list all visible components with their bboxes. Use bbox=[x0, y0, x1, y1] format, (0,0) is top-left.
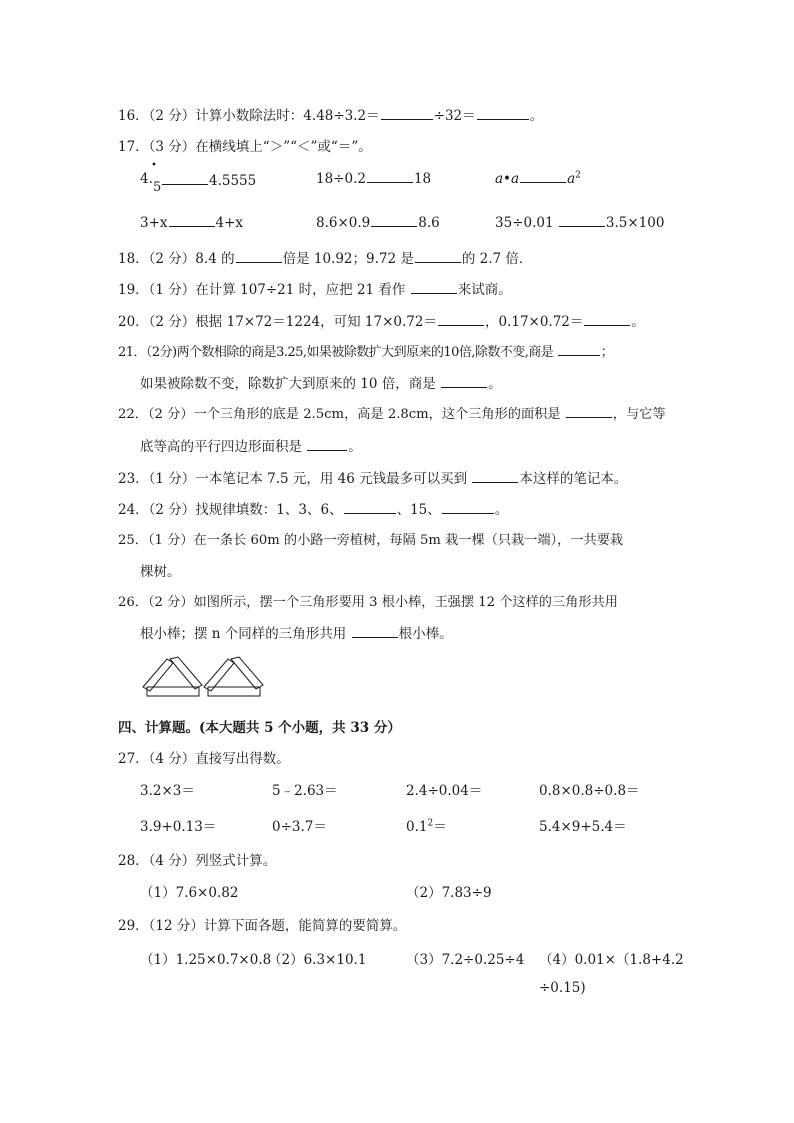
answer-blank[interactable] bbox=[566, 404, 612, 418]
calc-item: 0÷3.7＝ bbox=[272, 819, 327, 835]
question-26: 26．（2 分）如图所示，摆一个三角形要用 3 根小棒，王强摆 12 个这样的三角形共用 bbox=[118, 595, 618, 610]
calc-item: （3）7.2÷0.25÷4 bbox=[406, 952, 525, 968]
repeating-dot: • bbox=[151, 160, 157, 171]
calc-item: （4）0.01×（1.8+4.2 bbox=[539, 952, 684, 968]
answer-blank[interactable] bbox=[236, 249, 282, 263]
answer-blank[interactable] bbox=[584, 312, 630, 326]
calc-item: 2.4÷0.04＝ bbox=[406, 783, 483, 799]
question-22-cont: 底等高的平行四边形面积是 。 bbox=[140, 439, 362, 455]
compare-item-1: 4. bbox=[140, 171, 153, 187]
answer-blank[interactable] bbox=[558, 342, 600, 356]
answer-blank[interactable] bbox=[162, 171, 208, 185]
question-18: 18．（2 分）8.4 的 倍是 10.92；9.72 是 的 2.7 倍． bbox=[118, 251, 533, 267]
answer-blank[interactable] bbox=[344, 500, 396, 514]
answer-blank[interactable] bbox=[352, 624, 398, 638]
stick bbox=[208, 687, 260, 696]
compare-item-3: a•a $a^2$ bbox=[495, 170, 581, 187]
question-19: 19．（1 分）在计算 107÷21 时，应把 21 看作 来试商。 bbox=[118, 282, 512, 298]
answer-blank[interactable] bbox=[441, 374, 487, 388]
compare-item-4: 3+x 4+x bbox=[140, 215, 244, 231]
compare-item-5: 8.6×0.9 8.6 bbox=[316, 215, 440, 231]
question-28: 28．（4 分）列竖式计算。 bbox=[118, 853, 277, 869]
calc-item: 3.9+0.13＝ bbox=[140, 819, 217, 835]
calc-item: 5.4×9+5.4＝ bbox=[539, 819, 627, 835]
answer-blank[interactable] bbox=[438, 312, 484, 326]
answer-blank[interactable] bbox=[472, 469, 518, 483]
answer-blank[interactable] bbox=[367, 169, 413, 183]
answer-blank[interactable] bbox=[381, 106, 433, 120]
calc-item: （1）7.6×0.82 bbox=[140, 885, 239, 901]
answer-blank[interactable] bbox=[520, 169, 566, 183]
answer-blank[interactable] bbox=[411, 280, 457, 294]
question-16: 16．（2 分）计算小数除法时：4.48÷3.2＝ ÷32＝ 。 bbox=[118, 108, 544, 124]
answer-blank[interactable] bbox=[559, 213, 605, 227]
calc-item: 0.8×0.8÷0.8＝ bbox=[539, 783, 640, 799]
stick bbox=[147, 687, 199, 696]
question-24: 24．（2 分）找规律填数：1、3、6、 、15、 。 bbox=[118, 502, 509, 518]
answer-blank[interactable] bbox=[169, 213, 215, 227]
calc-item: $0.1^2=$ bbox=[406, 818, 447, 835]
calc-item: 5﹣2.63＝ bbox=[272, 783, 338, 799]
question-21-cont: 如果被除数不变，除数扩大到原来的 10 倍，商是 。 bbox=[140, 376, 502, 392]
compare-item-6: 35÷0.01 3.5×100 bbox=[495, 215, 665, 231]
question-17: 17．（3 分）在横线填上“＞”“＜”或“＝”。 bbox=[118, 139, 372, 155]
answer-blank[interactable] bbox=[477, 106, 529, 120]
triangles-figure bbox=[140, 655, 270, 700]
answer-blank[interactable] bbox=[371, 213, 417, 227]
answer-blank[interactable] bbox=[415, 249, 461, 263]
compare-item-2: 18÷0.2 18 bbox=[316, 171, 432, 187]
question-29: 29．（12 分）计算下面各题，能简算的要简算。 bbox=[118, 918, 407, 934]
stick bbox=[143, 659, 173, 691]
question-23: 23．（1 分）一本笔记本 7.5 元，用 46 元钱最多可以买到 本这样的笔记本。 bbox=[118, 471, 628, 487]
calc-item: （2）6.3×10.1 bbox=[268, 952, 367, 968]
question-22: 22．（2 分）一个三角形的底是 2.5cm，高是 2.8cm，这个三角形的面积是 ，与它等 bbox=[118, 403, 666, 422]
question-27: 27．（4 分）直接写出得数。 bbox=[118, 751, 290, 767]
answer-blank[interactable] bbox=[307, 437, 347, 451]
stick bbox=[170, 657, 202, 689]
answer-blank[interactable] bbox=[442, 500, 494, 514]
question-20: 20．（2 分）根据 17×72＝1224，可知 17×0.72＝ ，0.17×0.72＝ 。 bbox=[118, 314, 645, 330]
question-25: 25．（1 分）在一条长 60m 的小路一旁植树，每隔 5m 栽一棵（只栽一端），一共要栽 bbox=[118, 533, 624, 548]
calc-item-cont: ÷0.15) bbox=[539, 980, 586, 996]
calc-item: （1）1.25×0.7×0.8 bbox=[140, 952, 272, 968]
section-heading: 四、计算题。(本大题共 5 个小题，共 33 分） bbox=[118, 720, 401, 736]
question-26-cont: 根小棒；摆 n 个同样的三角形共用 根小棒。 bbox=[140, 626, 453, 642]
calc-item: 3.2×3＝ bbox=[140, 783, 195, 799]
stick bbox=[231, 657, 263, 689]
question-25-cont: 棵树。 bbox=[140, 564, 181, 580]
calc-item: （2）7.83÷9 bbox=[406, 885, 492, 901]
stick bbox=[204, 659, 234, 691]
question-21: 21．（2分)两个数相除的商是3.25,如果被除数扩大到原来的10倍,除数不变,商是 ； bbox=[118, 341, 613, 360]
